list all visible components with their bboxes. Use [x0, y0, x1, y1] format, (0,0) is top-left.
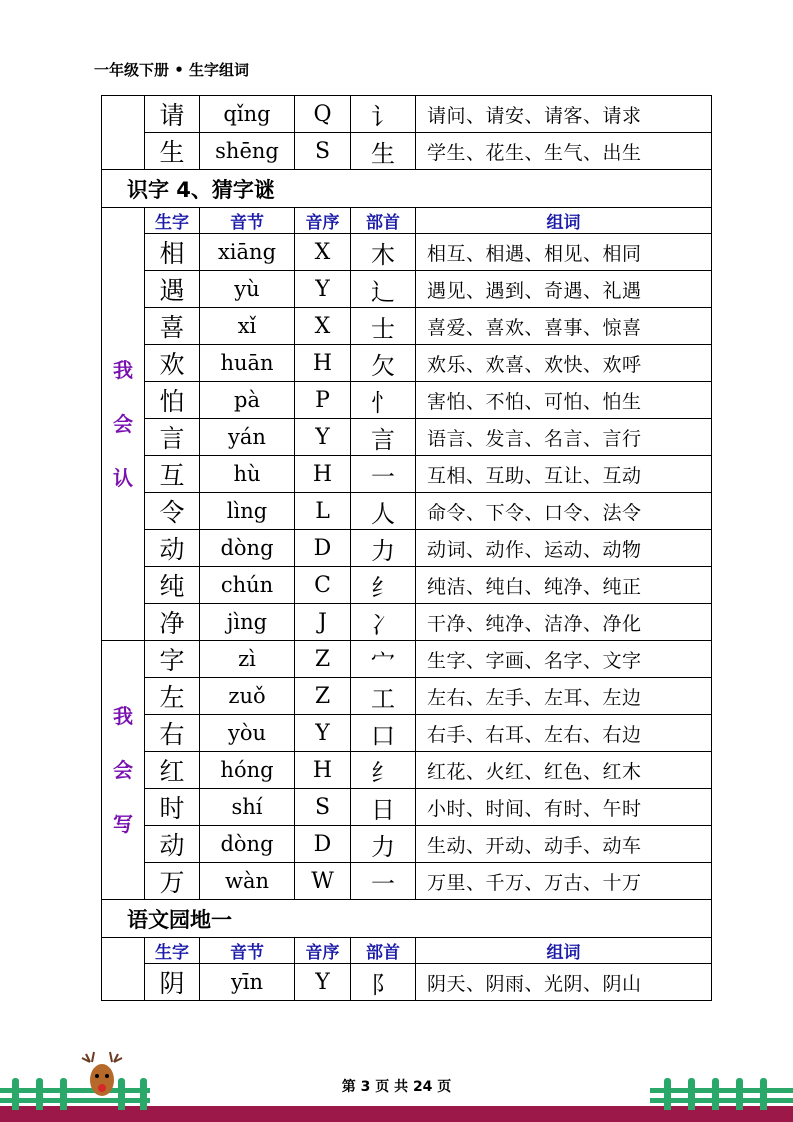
radical-cell: 生: [351, 133, 416, 170]
character-cell: 欢: [145, 345, 200, 382]
table-row: [102, 345, 712, 382]
table-row: [102, 964, 712, 1001]
words-cell: 动词、动作、运动、动物: [416, 530, 712, 567]
group-label-char: 写: [113, 812, 133, 836]
words-cell: 遇见、遇到、奇遇、礼遇: [416, 271, 712, 308]
pinyin-cell: yán: [200, 419, 295, 456]
character-cell: 阴: [145, 964, 200, 1001]
character-cell: 左: [145, 678, 200, 715]
character-cell: 动: [145, 530, 200, 567]
words-cell: 学生、花生、生气、出生: [416, 133, 712, 170]
pinyin-cell: yù: [200, 271, 295, 308]
pinyin-cell: wàn: [200, 863, 295, 900]
radical-cell: 力: [351, 826, 416, 863]
words-cell: 喜爱、喜欢、喜事、惊喜: [416, 308, 712, 345]
words-cell: 命令、下令、口令、法令: [416, 493, 712, 530]
pinyin-cell: xǐ: [200, 308, 295, 345]
character-cell: 互: [145, 456, 200, 493]
table-row: [102, 493, 712, 530]
table-row: [102, 678, 712, 715]
header-radical: 部首: [351, 208, 416, 234]
order-letter-cell: C: [295, 567, 351, 604]
radical-cell: 言: [351, 419, 416, 456]
section-1-title-row: [102, 170, 712, 208]
table-row: [102, 641, 712, 678]
table-row: [102, 419, 712, 456]
radical-cell: 纟: [351, 567, 416, 604]
words-cell: 干净、纯净、洁净、净化: [416, 604, 712, 641]
radical-cell: 工: [351, 678, 416, 715]
order-letter-cell: X: [295, 234, 351, 271]
words-cell: 万里、千万、万古、十万: [416, 863, 712, 900]
character-cell: 字: [145, 641, 200, 678]
radical-cell: 力: [351, 530, 416, 567]
order-letter-cell: Q: [295, 96, 351, 133]
section-2-title-row: [102, 900, 712, 938]
header-order: 音序: [295, 208, 351, 234]
header-char: 生字: [145, 208, 200, 234]
character-cell: 相: [145, 234, 200, 271]
table-row: [102, 826, 712, 863]
pinyin-cell: hóng: [200, 752, 295, 789]
radical-cell: 冫: [351, 604, 416, 641]
header-pinyin: 音节: [200, 208, 295, 234]
radical-cell: 木: [351, 234, 416, 271]
table-row: [102, 308, 712, 345]
order-letter-cell: P: [295, 382, 351, 419]
character-cell: 请: [145, 96, 200, 133]
words-cell: 请问、请安、请客、请求: [416, 96, 712, 133]
table-row: [102, 789, 712, 826]
pinyin-cell: chún: [200, 567, 295, 604]
group-recognize-cell: [102, 208, 145, 641]
character-cell: 红: [145, 752, 200, 789]
pinyin-cell: hù: [200, 456, 295, 493]
column-header-row: [102, 938, 712, 964]
radical-cell: 纟: [351, 752, 416, 789]
table-row: [102, 715, 712, 752]
column-header-row: [102, 208, 712, 234]
pinyin-cell: dòng: [200, 530, 295, 567]
character-cell: 纯: [145, 567, 200, 604]
group-label-char: 会: [113, 758, 133, 782]
order-letter-cell: D: [295, 530, 351, 567]
table-row: [102, 530, 712, 567]
radical-cell: 一: [351, 456, 416, 493]
order-letter-cell: D: [295, 826, 351, 863]
table-row: [102, 567, 712, 604]
page-number: 第 3 页 共 24 页: [341, 1079, 452, 1095]
table-row: [102, 133, 712, 170]
words-cell: 纯洁、纯白、纯净、纯正: [416, 567, 712, 604]
radical-cell: 讠: [351, 96, 416, 133]
character-cell: 遇: [145, 271, 200, 308]
pinyin-cell: huān: [200, 345, 295, 382]
radical-cell: 辶: [351, 271, 416, 308]
radical-cell: 人: [351, 493, 416, 530]
document-header: 一年级下册 • 生字组词: [94, 61, 250, 79]
pinyin-cell: xiāng: [200, 234, 295, 271]
header-words: 组词: [416, 208, 712, 234]
character-cell: 动: [145, 826, 200, 863]
words-cell: 害怕、不怕、可怕、怕生: [416, 382, 712, 419]
group-cell-empty: [102, 96, 145, 170]
radical-cell: 日: [351, 789, 416, 826]
order-letter-cell: H: [295, 345, 351, 382]
order-letter-cell: L: [295, 493, 351, 530]
table-row: [102, 234, 712, 271]
group-label-char: 我: [113, 704, 133, 728]
group-label-char: 我: [113, 358, 133, 382]
words-cell: 小时、时间、有时、午时: [416, 789, 712, 826]
character-cell: 时: [145, 789, 200, 826]
order-letter-cell: Y: [295, 715, 351, 752]
order-letter-cell: Z: [295, 641, 351, 678]
table-row: [102, 752, 712, 789]
group-label-char: 认: [113, 466, 133, 490]
order-letter-cell: S: [295, 789, 351, 826]
words-cell: 阴天、阴雨、光阴、阴山: [416, 964, 712, 1001]
order-letter-cell: X: [295, 308, 351, 345]
pinyin-cell: shí: [200, 789, 295, 826]
table-row: [102, 456, 712, 493]
radical-cell: 阝: [351, 964, 416, 1001]
section-title: 识字 4、猜字谜: [102, 170, 712, 208]
table-row: [102, 604, 712, 641]
words-cell: 欢乐、欢喜、欢快、欢呼: [416, 345, 712, 382]
words-cell: 互相、互助、互让、互动: [416, 456, 712, 493]
vocab-table: [101, 95, 712, 1001]
order-letter-cell: Y: [295, 271, 351, 308]
group-label-char: 会: [113, 412, 133, 436]
section-title: 语文园地一: [102, 900, 712, 938]
table-row: [102, 271, 712, 308]
words-cell: 生动、开动、动手、动车: [416, 826, 712, 863]
table-row: [102, 382, 712, 419]
pinyin-cell: yīn: [200, 964, 295, 1001]
radical-cell: 忄: [351, 382, 416, 419]
character-cell: 喜: [145, 308, 200, 345]
radical-cell: 宀: [351, 641, 416, 678]
radical-cell: 欠: [351, 345, 416, 382]
group-cell-empty: [102, 938, 145, 1001]
radical-cell: 一: [351, 863, 416, 900]
group-write-cell: [102, 641, 145, 900]
pinyin-cell: lìng: [200, 493, 295, 530]
words-cell: 生字、字画、名字、文字: [416, 641, 712, 678]
order-letter-cell: Z: [295, 678, 351, 715]
words-cell: 红花、火红、红色、红木: [416, 752, 712, 789]
header-char: 生字: [145, 938, 200, 964]
character-cell: 万: [145, 863, 200, 900]
pinyin-cell: yòu: [200, 715, 295, 752]
order-letter-cell: H: [295, 752, 351, 789]
order-letter-cell: H: [295, 456, 351, 493]
reindeer-icon: [74, 1050, 130, 1106]
pinyin-cell: zuǒ: [200, 678, 295, 715]
pinyin-cell: dòng: [200, 826, 295, 863]
character-cell: 净: [145, 604, 200, 641]
radical-cell: 口: [351, 715, 416, 752]
words-cell: 相互、相遇、相见、相同: [416, 234, 712, 271]
header-radical: 部首: [351, 938, 416, 964]
order-letter-cell: J: [295, 604, 351, 641]
words-cell: 右手、右耳、左右、右边: [416, 715, 712, 752]
pinyin-cell: qǐng: [200, 96, 295, 133]
order-letter-cell: Y: [295, 964, 351, 1001]
table-row: [102, 863, 712, 900]
header-words: 组词: [416, 938, 712, 964]
radical-cell: 士: [351, 308, 416, 345]
character-cell: 令: [145, 493, 200, 530]
order-letter-cell: S: [295, 133, 351, 170]
order-letter-cell: W: [295, 863, 351, 900]
header-order: 音序: [295, 938, 351, 964]
character-cell: 怕: [145, 382, 200, 419]
character-cell: 言: [145, 419, 200, 456]
words-cell: 左右、左手、左耳、左边: [416, 678, 712, 715]
character-cell: 生: [145, 133, 200, 170]
table-row: [102, 96, 712, 133]
header-pinyin: 音节: [200, 938, 295, 964]
pinyin-cell: zì: [200, 641, 295, 678]
words-cell: 语言、发言、名言、言行: [416, 419, 712, 456]
pinyin-cell: jìng: [200, 604, 295, 641]
character-cell: 右: [145, 715, 200, 752]
order-letter-cell: Y: [295, 419, 351, 456]
pinyin-cell: shēng: [200, 133, 295, 170]
pinyin-cell: pà: [200, 382, 295, 419]
